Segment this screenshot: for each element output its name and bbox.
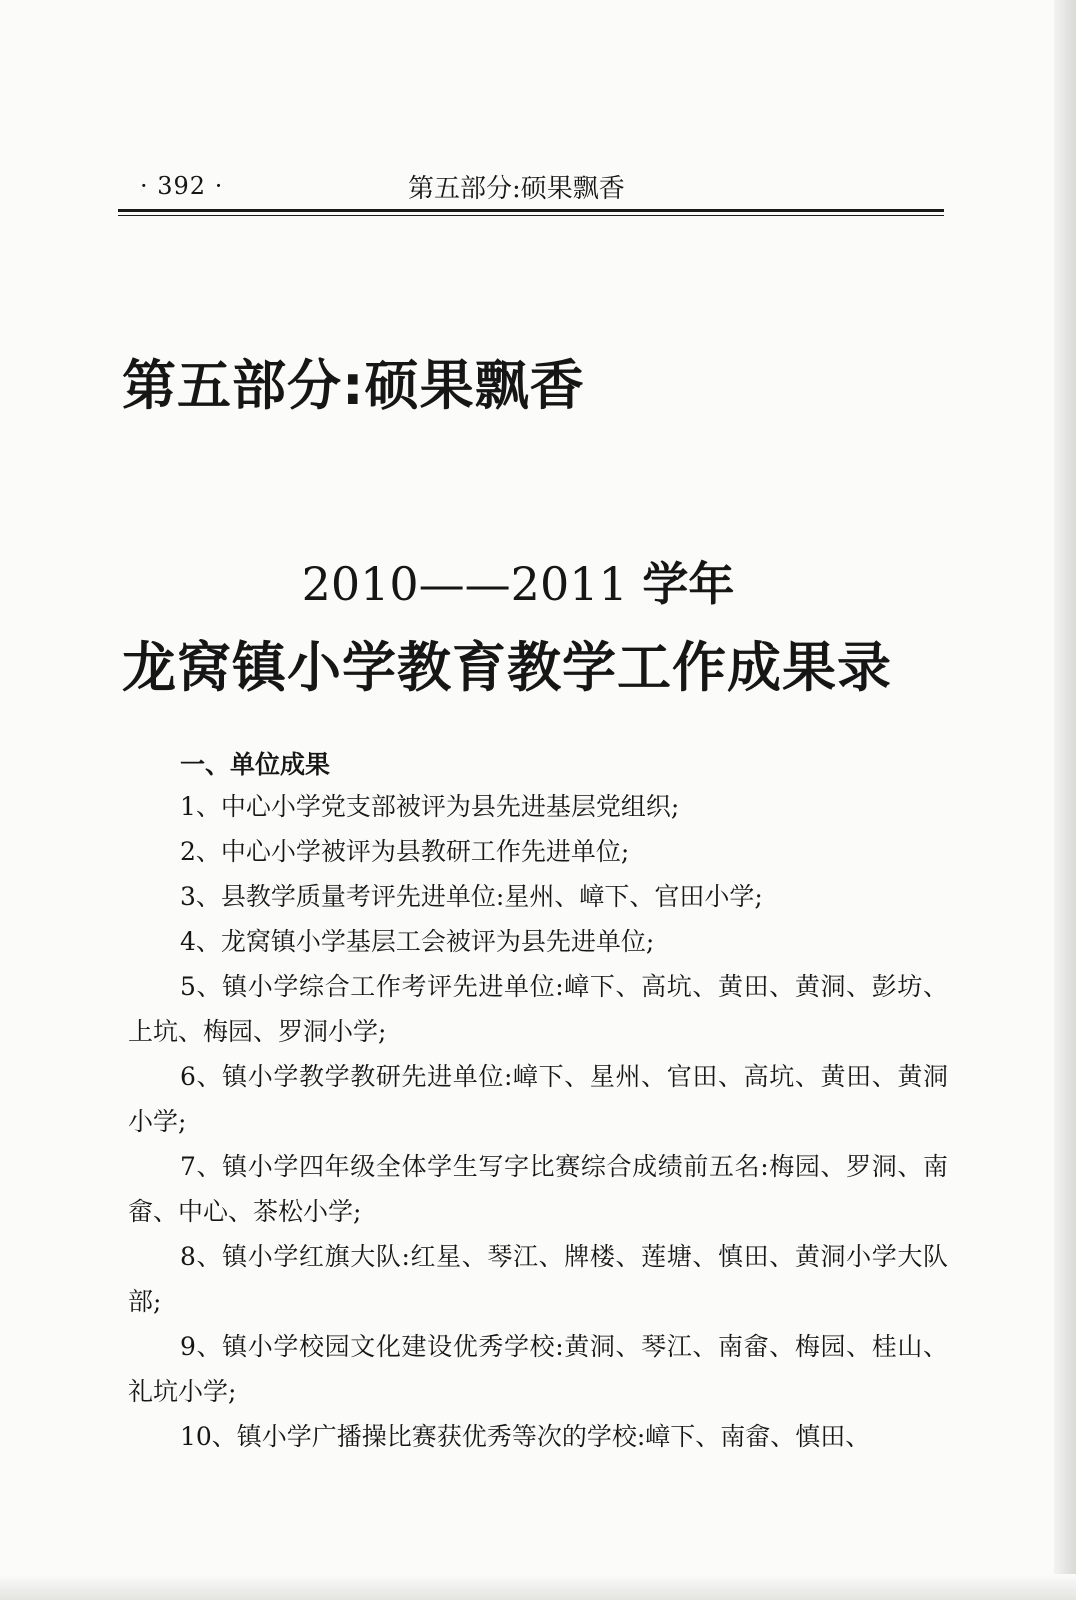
- section-heading: 一、单位成果: [180, 750, 331, 779]
- header-rule-thin: [118, 215, 944, 216]
- list-item: 2、中心小学被评为县教研工作先进单位;: [180, 837, 630, 866]
- running-header: [118, 168, 944, 208]
- list-item: 8、镇小学红旗大队:红星、琴江、牌楼、莲塘、慎田、黄洞小学大队部;: [128, 1242, 948, 1316]
- list-item: 7、镇小学四年级全体学生写字比赛综合成绩前五名:梅园、罗洞、南畲、中心、茶松小学;: [128, 1152, 948, 1226]
- running-title: 第五部分:硕果飘香: [408, 174, 625, 204]
- title-year-word: 学年: [642, 557, 735, 611]
- list-item: 9、镇小学校园文化建设优秀学校:黄洞、琴江、南畲、梅园、桂山、礼坑小学;: [128, 1332, 948, 1406]
- document-title-line-2: 龙窝镇小学教育教学工作成果录: [122, 635, 892, 699]
- list-item: 5、镇小学综合工作考评先进单位:嶂下、高坑、黄田、黄洞、彭坊、上坑、梅园、罗洞小学;: [128, 972, 948, 1046]
- page-edge-shadow: [1054, 0, 1076, 1600]
- title-years: 2010——2011: [301, 557, 628, 611]
- document-title-line-1: [0, 548, 1076, 614]
- page-number: · 392 ·: [140, 172, 224, 200]
- list-item: 4、龙窝镇小学基层工会被评为县先进单位;: [180, 927, 655, 956]
- achievement-list: [128, 784, 948, 1459]
- list-item: 10、镇小学广播操比赛获优秀等次的学校:嶂下、南畲、慎田、: [180, 1422, 871, 1451]
- part-title: 第五部分:硕果飘香: [122, 354, 585, 417]
- page-bottom-shadow: [0, 1574, 1076, 1600]
- list-item: 1、中心小学党支部被评为县先进基层党组织;: [180, 792, 680, 821]
- list-item: 6、镇小学教学教研先进单位:嶂下、星州、官田、高坑、黄田、黄洞小学;: [128, 1062, 948, 1136]
- header-rule-thick: [118, 209, 944, 212]
- list-item: 3、县教学质量考评先进单位:星州、嶂下、官田小学;: [180, 882, 763, 911]
